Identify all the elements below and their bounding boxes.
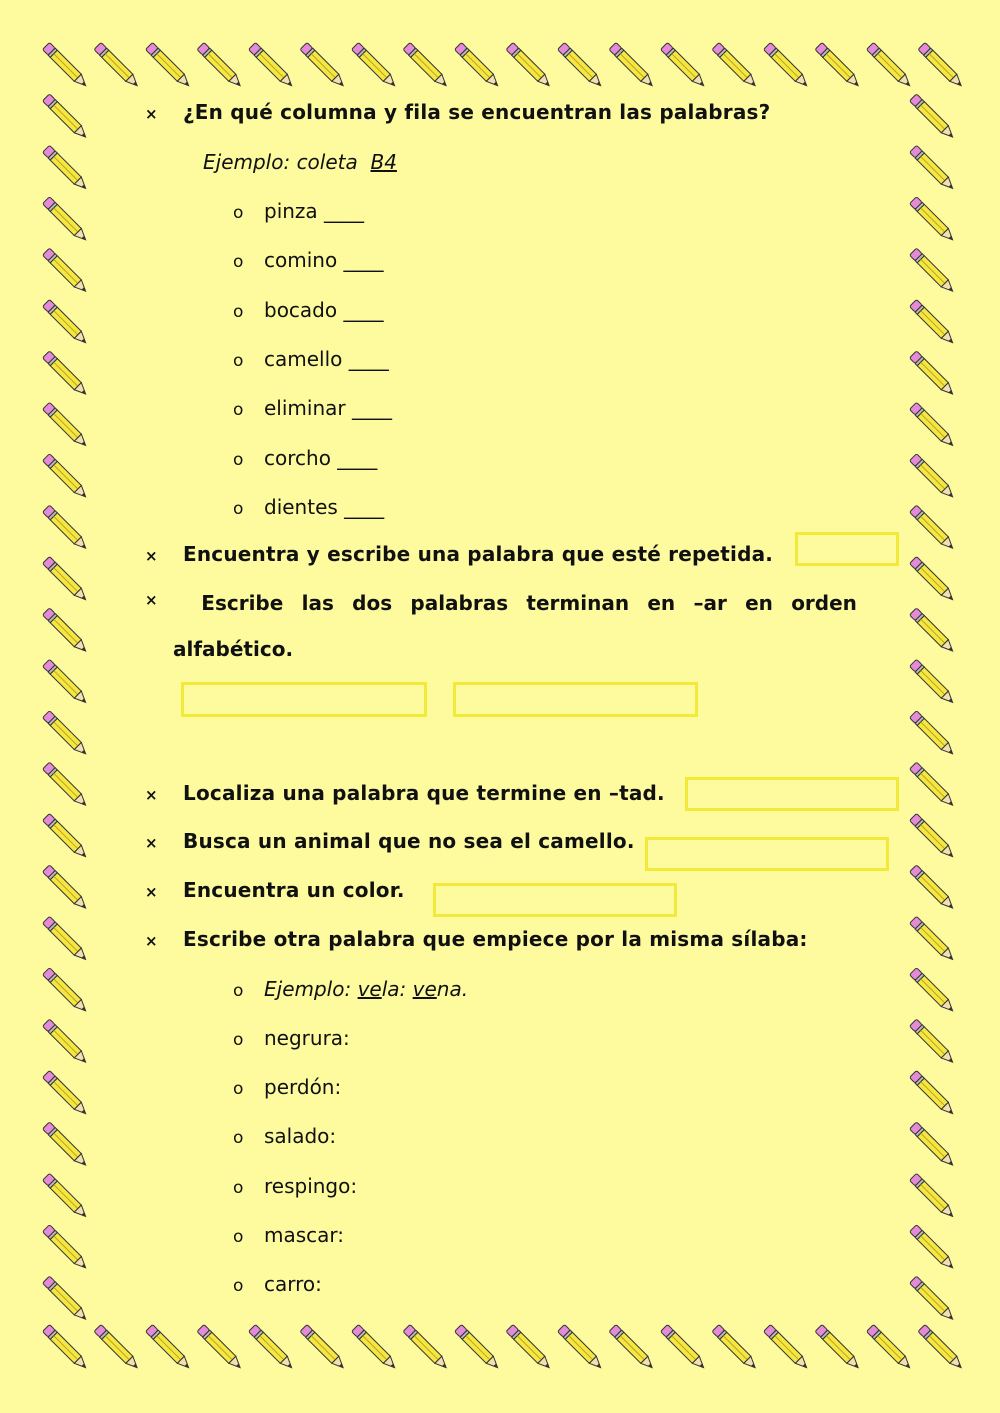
word-list-item [233,446,377,470]
pencil-icon [248,42,295,89]
pencil-icon [42,248,89,295]
syllable-list-item [233,1223,344,1247]
syllable-example-w1-rest: la: [381,977,413,1001]
bullet-icon: o [233,1128,244,1149]
pencil-icon [909,145,956,192]
pencil-icon [42,1122,89,1169]
question-3-word: las [301,591,334,615]
question-5 [145,829,635,853]
cross-mark-icon: × [145,932,158,950]
question-3-word: palabras [410,591,509,615]
bullet-icon: o [233,252,244,273]
pencil-icon [403,42,450,89]
question-3-word: orden [791,591,857,615]
pencil-icon [42,659,89,706]
pencil-icon [909,454,956,501]
word-list-item [233,248,384,272]
question-3-word: dos [352,591,393,615]
bullet-icon: o [233,449,244,470]
pencil-icon [506,42,553,89]
bullet-icon: o [233,1226,244,1247]
question-3-word: en [745,591,773,615]
question-7 [145,927,808,951]
syllable-example-prefix: Ejemplo: [264,977,358,1001]
question-3-word: terminan [526,591,630,615]
example-answer: B4 [370,150,397,174]
pencil-icon [918,42,965,89]
pencil-icon [909,968,956,1015]
syllable-word: mascar: [264,1222,345,1247]
pencil-icon [94,1324,141,1371]
pencil-icon [197,1324,244,1371]
bullet-icon: o [233,498,244,519]
word-list-item [233,495,384,519]
word-with-blank: pinza ____ [264,199,365,223]
question-3-line-1 [145,591,857,615]
pencil-icon [42,762,89,809]
pencil-icon [909,711,956,758]
bullet-icon: o [233,301,244,322]
pencil-icon [42,299,89,346]
pencil-icon [42,1225,89,1272]
pencil-icon [42,402,89,449]
pencil-icon [42,608,89,655]
cross-mark-icon: × [145,105,158,123]
pencil-icon [145,42,192,89]
word-with-blank: comino ____ [264,248,384,273]
pencil-icon [248,1324,295,1371]
pencil-icon [909,608,956,655]
bullet-icon: o [233,350,244,371]
cross-mark-icon: × [145,786,158,804]
bullet-icon: o [233,1079,244,1100]
pencil-icon [42,1070,89,1117]
cross-mark-icon: × [145,547,158,565]
pencil-icon [42,454,89,501]
syllable-list-item [233,1075,341,1099]
word-with-blank: corcho ____ [264,445,378,470]
answer-box-repeated-word[interactable] [795,532,899,566]
example-line [203,150,397,174]
bullet-icon: o [233,1276,244,1296]
pencil-icon [403,1324,450,1371]
question-3 [145,591,857,661]
question-3-word: Escribe [201,591,284,615]
word-with-blank: dientes ____ [264,494,385,519]
pencil-icon [42,1173,89,1220]
cross-mark-icon: × [145,591,158,609]
pencil-icon [815,42,862,89]
pencil-icon [609,42,656,89]
answer-box-animal[interactable] [645,837,889,871]
pencil-icon [454,42,501,89]
pencil-icon [300,42,347,89]
cross-mark-icon: × [145,834,158,852]
syllable-list-item [233,1174,357,1198]
pencil-icon [909,1173,956,1220]
word-list-item [233,298,383,322]
syllable-example-w2-rest: na. [436,977,469,1001]
pencil-icon [712,42,759,89]
syllable-list-item [233,1272,322,1296]
pencil-icon [866,42,913,89]
pencil-icon [909,402,956,449]
pencil-icon [42,42,89,89]
syllable-list-item [233,1124,336,1148]
syllable-list-item [233,1026,350,1050]
pencil-icon [506,1324,553,1371]
question-6-text: Encuentra un color. [183,878,405,902]
syllable-word: perdón: [264,1075,342,1100]
pencil-icon [351,42,398,89]
syllable-word: negrura: [264,1026,350,1050]
pencil-icon [909,916,956,963]
syllable-example [233,977,468,1001]
pencil-icon [918,1324,965,1371]
pencil-icon [909,94,956,141]
answer-box-tad-word[interactable] [685,777,899,811]
word-list-item [233,396,392,420]
pencil-icon [909,248,956,295]
question-5-text: Busca un animal que no sea el camello. [183,829,635,853]
bullet-icon: o [233,1030,244,1050]
bullet-icon: o [233,203,244,223]
pencil-icon [909,1070,956,1117]
pencil-icon [909,813,956,860]
question-3-word: –ar [693,591,727,615]
pencil-icon [197,42,244,89]
pencil-icon [866,1324,913,1371]
pencil-icon [42,197,89,244]
answer-box-color[interactable] [433,883,677,917]
pencil-icon [909,762,956,809]
syllable-word: salado: [264,1124,337,1149]
word-list-item [233,199,364,223]
pencil-icon [42,1019,89,1066]
question-3-line-2: alfabético. [173,637,294,661]
pencil-icon [909,1019,956,1066]
pencil-icon [609,1324,656,1371]
word-with-blank: camello ____ [264,346,389,371]
pencil-icon [909,1225,956,1272]
syllable-example-w2-underlined: ve [412,977,437,1001]
pencil-icon [300,1324,347,1371]
example-label: Ejemplo: coleta [203,150,358,174]
word-list-item [233,347,389,371]
bullet-icon: o [233,1177,244,1198]
pencil-icon [42,351,89,398]
question-1 [145,100,770,124]
pencil-icon [909,1122,956,1169]
pencil-icon [42,916,89,963]
word-with-blank: bocado ____ [264,297,384,322]
pencil-icon [42,1276,89,1323]
question-4-text: Localiza una palabra que termine en –tad. [183,781,665,805]
pencil-icon [145,1324,192,1371]
pencil-icon [42,865,89,912]
syllable-word: respingo: [264,1173,358,1198]
answer-box-ar-word-1[interactable] [181,682,427,717]
pencil-icon [42,968,89,1015]
bullet-icon: o [233,981,244,1001]
pencil-icon [763,42,810,89]
pencil-icon [909,1276,956,1323]
question-2 [145,542,773,566]
question-4 [145,781,665,805]
pencil-icon [94,42,141,89]
pencil-icon [909,659,956,706]
pencil-icon [909,556,956,603]
pencil-icon [454,1324,501,1371]
pencil-icon [712,1324,759,1371]
pencil-icon [909,351,956,398]
pencil-icon [42,556,89,603]
answer-box-ar-word-2[interactable] [453,682,698,717]
word-with-blank: eliminar ____ [264,396,392,421]
pencil-icon [909,865,956,912]
syllable-example-w1-underlined: ve [357,977,382,1001]
cross-mark-icon: × [145,883,158,901]
pencil-icon [42,505,89,552]
pencil-icon [351,1324,398,1371]
pencil-icon [660,42,707,89]
pencil-icon [42,94,89,141]
pencil-icon [42,1324,89,1371]
pencil-icon [42,145,89,192]
pencil-icon [909,505,956,552]
question-3-word: en [647,591,676,615]
bullet-icon: o [233,400,244,421]
question-7-text: Escribe otra palabra que empiece por la misma sílaba: [183,927,808,951]
pencil-icon [42,711,89,758]
pencil-icon [42,813,89,860]
pencil-icon [909,197,956,244]
pencil-icon [557,42,604,89]
pencil-icon [557,1324,604,1371]
pencil-icon [909,299,956,346]
syllable-word: carro: [264,1272,322,1296]
question-6 [145,878,405,902]
question-2-text: Encuentra y escribe una palabra que esté repetida. [183,542,774,566]
pencil-icon [660,1324,707,1371]
pencil-icon [815,1324,862,1371]
question-1-text: ¿En qué columna y fila se encuentran las palabras? [183,100,771,124]
pencil-icon [763,1324,810,1371]
